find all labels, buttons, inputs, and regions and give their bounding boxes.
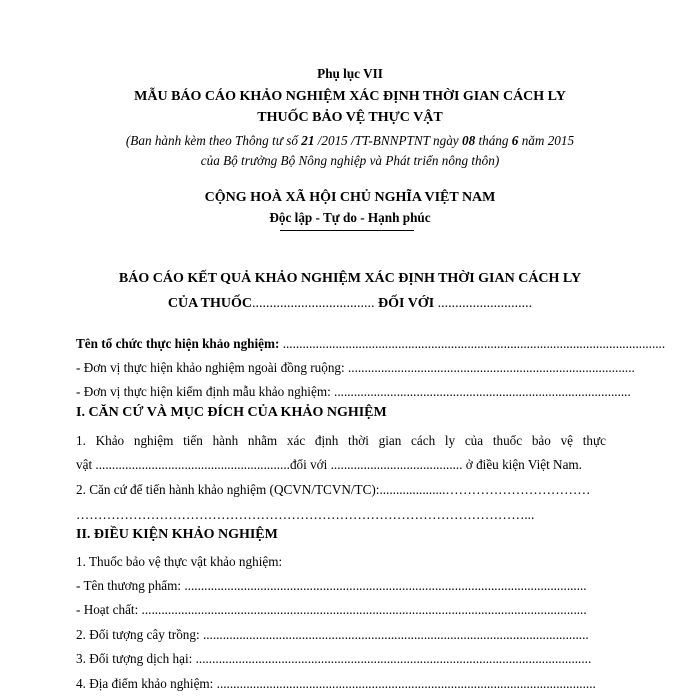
trade-name-label: - Tên thương phẩm: <box>76 578 182 593</box>
issued-by-line2: của Bộ trưởng Bộ Nông nghiệp và Phát triển nông thôn) <box>200 153 500 168</box>
report-title-of-drug: CỦA THUỐC <box>167 296 252 311</box>
word: thực <box>582 433 606 448</box>
word: thời <box>348 433 369 448</box>
crop-blank-field: ..................................................................................................................... <box>202 627 589 642</box>
org-line <box>76 336 666 352</box>
report-title-line2 <box>0 296 700 312</box>
section1-item1-line2 <box>76 457 606 473</box>
word: tiến <box>183 433 203 448</box>
report-title-for: ĐỐI VỚI <box>374 296 438 311</box>
section2-item1: 1. Thuốc bảo vệ thực vật khảo nghiệm: <box>76 554 283 569</box>
section1-item2-continuation <box>76 507 606 523</box>
section1-item2-line <box>76 482 606 498</box>
item1-vat: vật <box>76 457 96 472</box>
issued-month: 6 <box>511 133 519 148</box>
state-name: CỘNG HOÀ XÃ HỘI CHỦ NGHĨA VIỆT NAM <box>204 190 496 205</box>
pest-line <box>76 651 606 667</box>
pest-blank: ........................................................................................................................ <box>195 651 592 666</box>
active-ingredient-line <box>76 602 606 618</box>
field-unit-label: - Đơn vị thực hiện khảo nghiệm ngoài đồng ruộng: <box>76 360 345 375</box>
word: nghiệm <box>133 433 174 448</box>
form-title-line1: MẪU BÁO CÁO KHẢO NGHIỆM XÁC ĐỊNH THỜI GIAN CÁCH LY <box>134 89 566 104</box>
drug-name-blank: ........................................................... <box>95 457 290 472</box>
item1-conditions: ở điều kiện Việt Nam. <box>462 457 582 472</box>
issued-suffix: năm 2015 <box>518 133 575 148</box>
issued-mid2: tháng <box>475 133 512 148</box>
active-ingredient-blank: ....................................................................................................................................... <box>141 602 587 617</box>
section1-heading: I. CĂN CỨ VÀ MỤC ĐÍCH CỦA KHẢO NGHIỆM <box>76 405 387 420</box>
location-blank: ................................................................................................................... <box>216 676 596 691</box>
issued-by-line1 <box>0 133 700 149</box>
trade-name-line <box>76 578 606 594</box>
crop-label: 2. Đối tượng cây trồng: <box>76 627 200 642</box>
word: hành <box>212 433 239 448</box>
lab-unit-line <box>76 384 631 400</box>
trade-name-blank: .......................................................................................................................... <box>184 578 587 593</box>
word: xác <box>286 433 306 448</box>
section1-item1-line1 <box>76 433 606 449</box>
location-label: 4. Địa điểm khảo nghiệm: <box>76 676 214 691</box>
word: gian <box>378 433 402 448</box>
crop-blank: ........................... <box>437 296 533 311</box>
field-unit-blank: ....................................................................................... <box>347 360 635 375</box>
state-motto: Độc lập - Tự do - Hạnh phúc <box>269 210 431 225</box>
active-ingredient-label: - Hoạt chất: <box>76 602 139 617</box>
pest-label: 3. Đối tượng dịch hại: <box>76 651 193 666</box>
issued-mid1: /2015 /TT-BNNPTNT ngày <box>314 133 462 148</box>
item1-for: đối với <box>289 457 331 472</box>
word: bảo <box>531 433 551 448</box>
org-label: Tên tổ chức thực hiện khảo nghiệm: <box>76 336 280 351</box>
word: định <box>314 433 339 448</box>
crop-name-blank: ........................................ <box>330 457 463 472</box>
word: vệ <box>560 433 574 448</box>
issued-day: 08 <box>461 133 476 148</box>
word: cách <box>411 433 436 448</box>
org-blank: .................................................................................................................... <box>282 336 666 351</box>
word: nhằm <box>247 433 278 448</box>
field-unit-line <box>76 360 635 376</box>
appendix-label: Phụ lục VII <box>317 66 383 81</box>
word: của <box>464 433 484 448</box>
issued-prefix: (Ban hành kèm theo Thông tư số <box>125 133 302 148</box>
section2-heading: II. ĐIỀU KIỆN KHẢO NGHIỆM <box>76 527 278 542</box>
lab-unit-label: - Đơn vị thực hiện kiểm định mẫu khảo nghiệm: <box>76 384 331 399</box>
drug-blank: ................................... <box>252 296 375 311</box>
basis-blank-continuation: …………………………………………………………………………………………... <box>76 507 535 522</box>
report-title-line1: BÁO CÁO KẾT QUẢ KHẢO NGHIỆM XÁC ĐỊNH THỜI GIAN CÁCH LY <box>118 271 582 286</box>
word: thuốc <box>492 433 523 448</box>
basis-label: 2. Căn cứ để tiến hành khảo nghiệm (QCVN/TCVN/TC): <box>76 482 380 497</box>
word: Khảo <box>95 433 125 448</box>
lab-unit-blank: .......................................................................................... <box>334 384 631 399</box>
form-title-line2: THUỐC BẢO VỆ THỰC VẬT <box>257 110 443 125</box>
location-line <box>76 676 606 692</box>
word: ly <box>444 433 456 448</box>
motto-underline <box>280 230 414 231</box>
word: 1. <box>76 433 86 448</box>
crop-line <box>76 627 602 643</box>
circular-number: 21 <box>301 133 315 148</box>
basis-blank: ....................…………………………… <box>379 482 591 497</box>
